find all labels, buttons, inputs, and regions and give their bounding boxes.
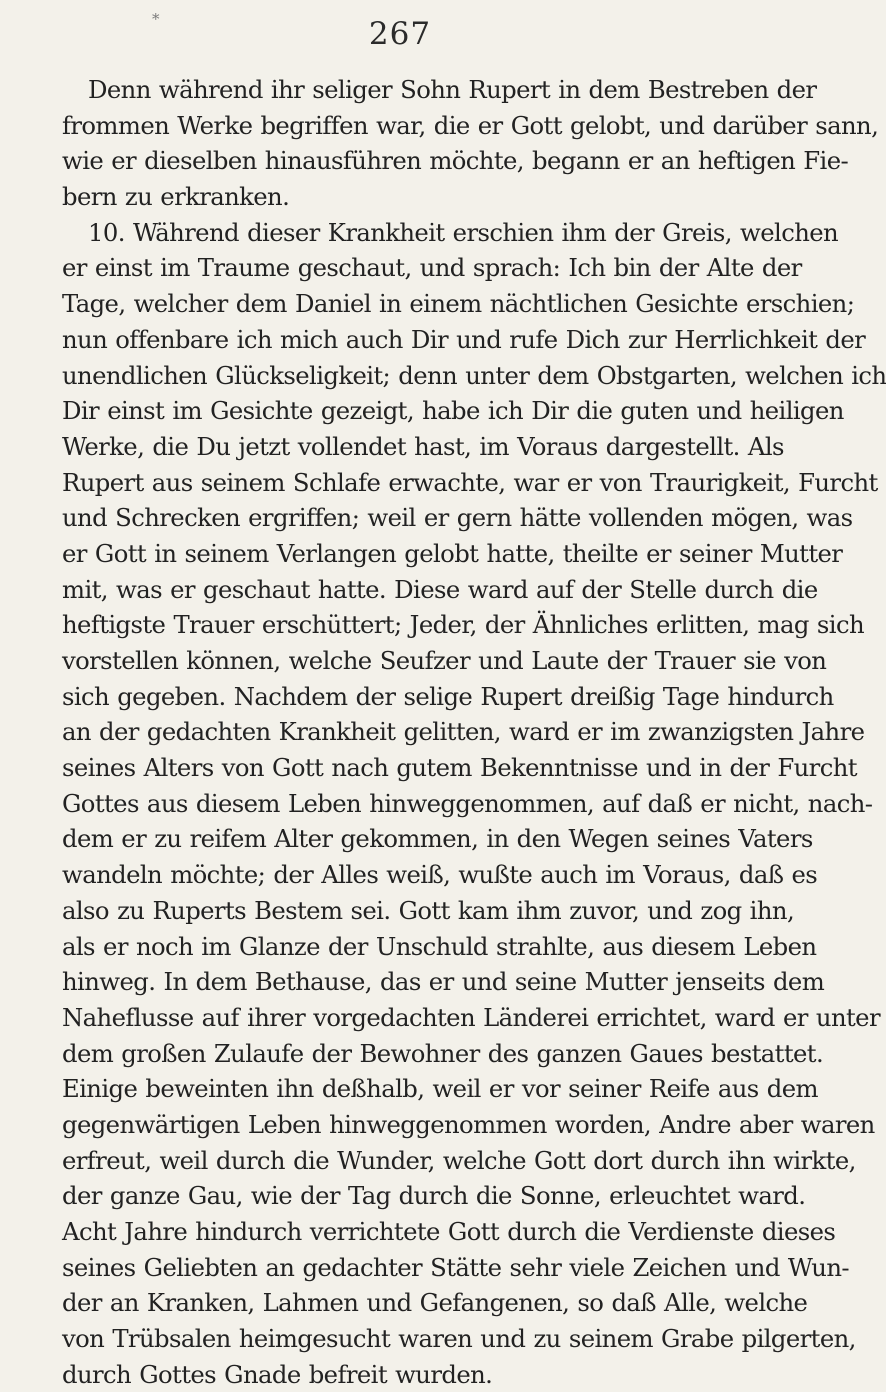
text-line-34: seines Geliebten an gedachter Stätte sehr viele Zeichen und Wun-: [62, 1252, 849, 1282]
text-line-6: er einst im Traume geschaut, und sprach: Ich bin der Alte der: [62, 253, 802, 283]
text-line-17: vorstellen können, welche Seufzer und Laute der Trauer sie von: [62, 646, 827, 675]
text-line-32: der ganze Gau, wie der Tag durch die Sonne, erleuchtet ward.: [62, 1181, 806, 1211]
text-line-9: unendlichen Glückseligkeit; denn unter dem Obstgarten, welchen ich: [62, 360, 886, 390]
text-line-36: von Trübsalen heimgesucht waren und zu seinem Grabe pilgerten,: [62, 1324, 856, 1354]
text-line-20: seines Alters von Gott nach gutem Bekenntnisse und in der Furcht: [62, 753, 857, 783]
signature-mark: *: [152, 10, 160, 28]
text-line-8: nun offenbare ich mich auch Dir und rufe Dich zur Herrlichkeit der: [62, 324, 866, 354]
text-line-27: Naheflusse auf ihrer vorgedachten Länderei errichtet, ward er unter: [62, 1002, 880, 1032]
text-line-37: durch Gottes Gnade befreit wurden.: [62, 1359, 493, 1389]
text-line-18: sich gegeben. Nachdem der selige Rupert dreißig Tage hindurch: [62, 681, 834, 711]
text-line-1: Denn während ihr seliger Sohn Rupert in dem Bestreben der: [88, 75, 817, 104]
text-line-33: Acht Jahre hindurch verrichtete Gott durch die Verdienste dieses: [62, 1217, 836, 1246]
text-line-29: Einige beweinten ihn deßhalb, weil er vor seiner Reife aus dem: [62, 1074, 818, 1104]
text-line-2: frommen Werke begriffen war, die er Gott gelobt, und darüber sann,: [62, 110, 879, 140]
text-line-16: heftigste Trauer erschüttert; Jeder, der Ähnliches erlitten, mag sich: [62, 610, 865, 640]
text-line-11: Werke, die Du jetzt vollendet hast, im Voraus dargestellt. Als: [62, 431, 784, 461]
text-line-15: mit, was er geschaut hatte. Diese ward auf der Stelle durch die: [62, 574, 818, 604]
text-line-21: Gottes aus diesem Leben hinweggenommen, auf daß er nicht, nach-: [62, 788, 873, 818]
text-line-22: dem er zu reifem Alter gekommen, in den Wegen seines Vaters: [62, 824, 813, 854]
text-line-3: wie er dieselben hinausführen möchte, begann er an heftigen Fie-: [62, 146, 849, 176]
text-line-5: 10. Während dieser Krankheit erschien ihm der Greis, welchen: [88, 217, 839, 247]
text-line-24: also zu Ruperts Bestem sei. Gott kam ihm zuvor, und zog ihn,: [62, 895, 795, 925]
text-line-30: gegenwärtigen Leben hinweggenommen worden, Andre aber waren: [62, 1109, 875, 1139]
text-line-35: der an Kranken, Lahmen und Gefangenen, so daß Alle, welche: [62, 1288, 808, 1318]
text-line-7: Tage, welcher dem Daniel in einem nächtlichen Gesichte erschien;: [62, 289, 855, 319]
text-line-26: hinweg. In dem Bethause, das er und seine Mutter jenseits dem: [62, 967, 825, 997]
text-line-31: erfreut, weil durch die Wunder, welche Gott dort durch ihn wirkte,: [62, 1145, 856, 1175]
text-line-25: als er noch im Glanze der Unschuld strahlte, aus diesem Leben: [62, 931, 817, 961]
text-line-13: und Schrecken ergriffen; weil er gern hätte vollenden mögen, was: [62, 503, 853, 533]
text-line-4: bern zu erkranken.: [62, 182, 290, 212]
text-line-12: Rupert aus seinem Schlafe erwachte, war er von Traurigkeit, Furcht: [62, 467, 878, 497]
text-line-14: er Gott in seinem Verlangen gelobt hatte, theilte er seiner Mutter: [62, 538, 843, 568]
text-line-28: dem großen Zulaufe der Bewohner des ganzen Gaues bestattet.: [62, 1038, 824, 1068]
body-text: [62, 72, 886, 1392]
text-line-10: Dir einst im Gesichte gezeigt, habe ich Dir die guten und heiligen: [62, 396, 844, 426]
page-number: 267: [368, 16, 432, 52]
text-line-23: wandeln möchte; der Alles weiß, wußte auch im Voraus, daß es: [62, 860, 818, 890]
text-line-19: an der gedachten Krankheit gelitten, ward er im zwanzigsten Jahre: [62, 717, 865, 747]
